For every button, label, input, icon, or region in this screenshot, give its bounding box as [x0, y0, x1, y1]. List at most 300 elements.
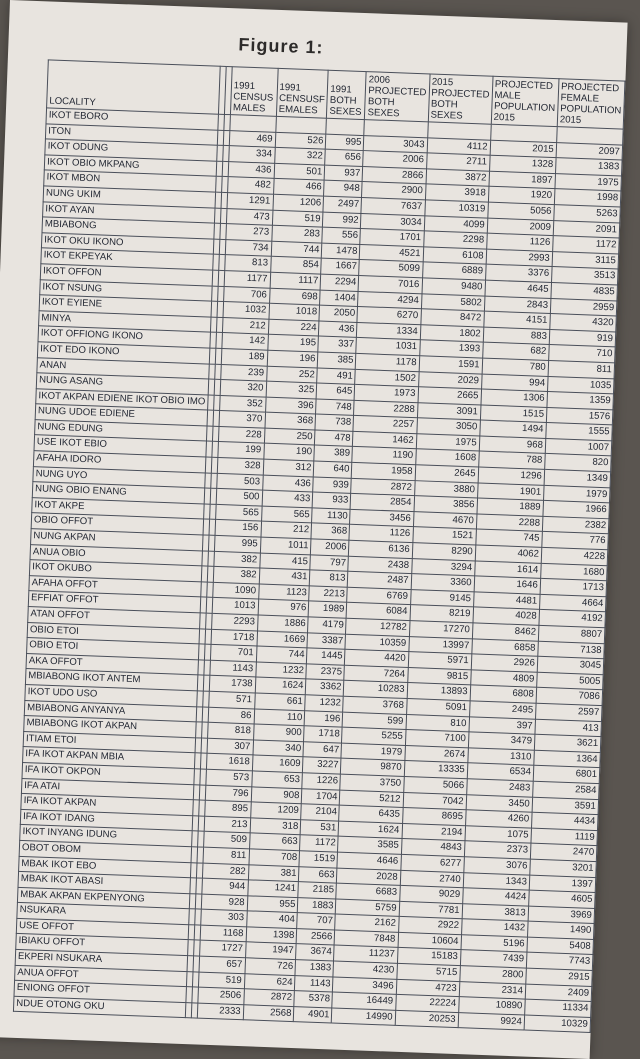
cell-1991-females: 1398: [246, 927, 297, 944]
cell-1991-both: 640: [314, 461, 353, 478]
cell-2006-both: 6769: [347, 587, 411, 605]
cell-1991-both: 1172: [300, 835, 339, 852]
cell-2015-both: 8219: [410, 605, 474, 623]
cell-locality: IBIAKU OFFOT: [16, 934, 188, 956]
cell-1991-females: 976: [258, 599, 309, 616]
cell-2006-both: 3496: [333, 977, 397, 995]
cell-locality: IKOT EYIENE: [39, 295, 211, 317]
cell-2015-both: 2740: [400, 870, 464, 888]
cell-1991-males: 156: [215, 520, 261, 537]
cell-2015-female: 3201: [530, 859, 597, 877]
cell-locality: ANUA OFFOT: [15, 965, 187, 987]
cell-1991-both: 992: [323, 212, 362, 229]
cell-2015-both: 9029: [399, 885, 463, 903]
cell-2015-both: 2665: [418, 387, 482, 405]
cell-1991-both: 645: [316, 383, 355, 400]
cell-2015-female: 1383: [555, 158, 622, 176]
cell-1991-both: 531: [300, 819, 339, 836]
cell-1991-females: 1123: [258, 584, 309, 601]
cell-2015-both: 1975: [416, 434, 480, 452]
cell-2015-female: 2959: [550, 298, 617, 316]
cell-2015-female: 4664: [539, 594, 606, 612]
cell-1991-males: 509: [203, 831, 249, 848]
cell-1991-females: 312: [263, 459, 314, 476]
cell-2015-female: 1359: [547, 392, 614, 410]
cell-locality: AFAHA IDORO: [33, 451, 205, 473]
cell-locality: IFA IKOT OKPON: [22, 762, 194, 784]
cell-locality: USE IKOT EBIO: [34, 435, 206, 457]
cell-2015-male: 1901: [477, 483, 544, 501]
cell-2015-both: 6108: [423, 247, 487, 265]
cell-1991-both: 368: [311, 523, 350, 540]
cell-locality: IKOT INYANG IDUNG: [20, 825, 192, 847]
cell-1991-females: 110: [254, 708, 305, 725]
cell-2015-male: 2993: [486, 249, 553, 267]
cell-1991-males: 1618: [206, 754, 252, 771]
cell-1991-males: 1738: [209, 676, 255, 693]
cell-1991-both: 1232: [305, 695, 344, 712]
cell-1991-both: 385: [318, 352, 357, 369]
cell-2006-both: 6136: [349, 540, 413, 558]
cell-2015-both: 15183: [397, 948, 461, 966]
cell-2015-both: 13335: [404, 761, 468, 779]
header-2015-female: PROJECTED FEMALE POPULATION 2015: [557, 79, 625, 129]
cell-locality: MBIABONG ANYANYA: [24, 700, 196, 722]
cell-1991-both: 337: [318, 336, 357, 353]
cell-1991-both: 813: [310, 570, 349, 587]
cell-1991-both: 1404: [320, 290, 359, 307]
header-1991-males: 1991 CENSUS MALES: [230, 67, 278, 117]
cell-1991-females: 1241: [247, 880, 298, 897]
cell-2015-both: 10604: [398, 932, 462, 950]
cell-2015-both: 2029: [418, 371, 482, 389]
cell-2006-both: 7848: [334, 930, 398, 948]
cell-2015-female: 3513: [551, 267, 618, 285]
cell-2015-male: 6858: [471, 638, 538, 656]
cell-1991-females: 1624: [255, 677, 306, 694]
cell-2015-male: 5196: [461, 935, 528, 953]
cell-1991-females: 854: [270, 257, 321, 274]
cell-1991-both: 491: [317, 368, 356, 385]
cell-1991-females: 368: [264, 412, 315, 429]
cell-1991-both: 196: [304, 710, 343, 727]
cell-1991-both: 2497: [323, 196, 362, 213]
cell-2015-both: 7100: [405, 730, 469, 748]
cell-2006-both: 6435: [339, 805, 403, 823]
cell-1991-males: 273: [226, 224, 272, 241]
cell-locality: AKA OFFOT: [26, 653, 198, 675]
cell-2015-both: 6277: [400, 854, 464, 872]
cell-2006-both: 1624: [338, 821, 402, 839]
cell-2015-both: 2645: [415, 465, 479, 483]
cell-1991-females: 624: [244, 973, 295, 990]
cell-2015-female: 2409: [525, 984, 592, 1002]
cell-1991-males: 303: [200, 909, 246, 926]
cell-1991-both: 656: [325, 149, 364, 166]
header-2015-male: PROJECTED MALE POPULATION 2015: [491, 76, 559, 126]
cell-2015-female: 2091: [553, 220, 620, 238]
cell-2015-female: 1713: [540, 579, 607, 597]
cell-1991-females: 565: [261, 506, 312, 523]
cell-2015-male: 1310: [467, 748, 534, 766]
cell-2006-both: 4230: [333, 961, 397, 979]
cell-2006-both: 1031: [356, 338, 420, 356]
cell-1991-females: 653: [251, 771, 302, 788]
cell-2015-female: 7743: [526, 953, 593, 971]
cell-1991-males: 189: [221, 348, 267, 365]
cell-2015-female: 1035: [547, 376, 614, 394]
cell-locality: NUNG AKPAN: [31, 529, 203, 551]
cell-2006-both: 16449: [332, 992, 396, 1010]
cell-2015-female: 1364: [534, 750, 601, 768]
cell-1991-both: 3227: [303, 757, 342, 774]
cell-locality: MBIABONG IKOT AKPAN: [24, 716, 196, 738]
cell-2015-male: 3450: [466, 794, 533, 812]
cell-locality: IKOT OFFIONG IKONO: [38, 326, 210, 348]
cell-1991-males: 469: [229, 130, 275, 147]
cell-2015-male: 3479: [468, 732, 535, 750]
cell-1991-females: [275, 116, 326, 133]
header-locality: LOCALITY: [47, 60, 221, 114]
cell-1991-females: 396: [265, 397, 316, 414]
cell-1991-males: 328: [217, 457, 263, 474]
cell-2015-female: 3969: [528, 906, 595, 924]
cell-2015-female: 1975: [555, 173, 622, 191]
cell-2015-male: 4645: [485, 280, 552, 298]
cell-2015-female: 5408: [527, 937, 594, 955]
cell-1991-males: 818: [207, 722, 253, 739]
cell-2015-female: 811: [548, 360, 615, 378]
cell-locality: NUNG UDOE EDIENE: [35, 404, 207, 426]
cell-1991-both: 2104: [301, 804, 340, 821]
cell-1991-females: 2568: [243, 1005, 294, 1022]
cell-locality: OBIO OFFOT: [31, 513, 203, 535]
cell-locality: MBAK IKOT ABASI: [18, 871, 190, 893]
cell-1991-both: 436: [319, 321, 358, 338]
cell-1991-both: 2375: [306, 664, 345, 681]
cell-2015-female: 10329: [524, 1015, 591, 1033]
cell-2006-both: 3034: [361, 213, 425, 231]
cell-2015-female: 7086: [536, 688, 603, 706]
cell-1991-males: 212: [222, 317, 268, 334]
cell-1991-males: 1090: [212, 582, 258, 599]
cell-2015-both: 3360: [411, 574, 475, 592]
cell-2015-female: 710: [548, 345, 615, 363]
cell-locality: NUNG OBIO ENANG: [32, 482, 204, 504]
cell-1991-both: 3387: [307, 632, 346, 649]
cell-1991-both: 797: [310, 555, 349, 572]
cell-2015-female: 5263: [554, 205, 621, 223]
cell-2015-both: 2922: [398, 917, 462, 935]
cell-2015-male: 6534: [467, 763, 534, 781]
cell-2015-female: 2915: [526, 968, 593, 986]
cell-2015-male: 5056: [487, 202, 554, 220]
cell-1991-both: 556: [322, 227, 361, 244]
cell-2006-both: 7264: [344, 665, 408, 683]
cell-2015-female: 4434: [531, 812, 598, 830]
cell-2006-both: 6270: [357, 307, 421, 325]
cell-1991-males: 1727: [199, 941, 245, 958]
cell-2006-both: 7016: [358, 275, 422, 293]
cell-locality: EFFIAT OFFOT: [28, 591, 200, 613]
cell-2015-male: 788: [478, 451, 545, 469]
cell-1991-females: 501: [274, 163, 325, 180]
cell-2006-both: 4646: [337, 852, 401, 870]
cell-1991-males: 796: [205, 785, 251, 802]
cell-2015-female: 1966: [543, 501, 610, 519]
cell-1991-both: 2006: [311, 539, 350, 556]
cell-2015-male: 2015: [490, 140, 557, 158]
cell-1991-males: 1177: [224, 270, 270, 287]
cell-1991-females: 1947: [245, 942, 296, 959]
cell-2015-male: 2843: [484, 296, 551, 314]
cell-2006-both: 1178: [356, 353, 420, 371]
cell-2015-male: 4809: [470, 670, 537, 688]
cell-2015-female: 919: [549, 329, 616, 347]
header-2015-both: 2015 PROJECTED BOTH SEXES: [428, 74, 493, 124]
cell-2006-both: 2854: [350, 494, 414, 512]
figure-title: Figure 1:: [238, 34, 324, 58]
cell-2015-female: 1119: [531, 828, 598, 846]
cell-1991-both: 1718: [304, 726, 343, 743]
cell-locality: IKOT AKPE: [32, 497, 204, 519]
cell-locality: ENIONG OFFOT: [14, 981, 186, 1003]
header-1991-both: 1991 BOTH SEXES: [327, 70, 367, 119]
cell-2015-male: 968: [479, 436, 546, 454]
cell-1991-males: 1032: [223, 302, 269, 319]
cell-locality: IKOT EKPEYAK: [41, 248, 213, 270]
cell-2006-both: 4521: [360, 244, 424, 262]
cell-2006-both: 3456: [350, 509, 414, 527]
cell-2015-male: 4028: [473, 607, 540, 625]
cell-locality: MINYA: [39, 310, 211, 332]
cell-1991-both: 3362: [306, 679, 345, 696]
cell-locality: MBIABONG: [42, 217, 214, 239]
cell-2015-female: 1490: [527, 921, 594, 939]
cell-locality: IFA IKOT AKPAN MBIA: [23, 747, 195, 769]
cell-1991-both: 1883: [298, 897, 337, 914]
cell-2015-male: 1126: [486, 233, 553, 251]
cell-2015-both: 9815: [407, 667, 471, 685]
cell-1991-males: 1013: [212, 598, 258, 615]
cell-locality: IKOT EBORO: [46, 108, 218, 130]
cell-locality: EKPERI NSUKARA: [15, 949, 187, 971]
cell-2006-both: 4420: [345, 649, 409, 667]
cell-1991-males: 573: [206, 769, 252, 786]
cell-2015-both: 3091: [417, 402, 481, 420]
cell-1991-both: 2050: [319, 305, 358, 322]
cell-1991-both: 1478: [322, 243, 361, 260]
cell-locality: OBOT OBOM: [19, 840, 191, 862]
cell-2015-female: 413: [535, 719, 602, 737]
cell-2006-both: 10283: [344, 681, 408, 699]
cell-1991-females: 744: [271, 241, 322, 258]
cell-2015-both: 3918: [425, 184, 489, 202]
cell-1991-both: 939: [313, 477, 352, 494]
cell-2006-both: 1973: [354, 384, 418, 402]
cell-locality: NUNG ASANG: [36, 373, 208, 395]
cell-2015-both: 5066: [403, 776, 467, 794]
cell-2015-male: 1343: [463, 872, 530, 890]
cell-1991-females: 2872: [243, 989, 294, 1006]
cell-2015-male: 4151: [483, 311, 550, 329]
cell-2015-both: 4099: [424, 215, 488, 233]
cell-locality: IFA IKOT AKPAN: [21, 794, 193, 816]
cell-2006-both: 10359: [345, 634, 409, 652]
cell-1991-females: 431: [259, 568, 310, 585]
cell-2015-male: 2373: [464, 841, 531, 859]
cell-2015-female: 3115: [552, 251, 619, 269]
cell-1991-both: 3674: [296, 944, 335, 961]
cell-2015-male: 1897: [489, 171, 556, 189]
cell-1991-females: 708: [248, 849, 299, 866]
cell-2015-female: 4835: [551, 282, 618, 300]
cell-1991-males: 503: [216, 473, 262, 490]
cell-locality: OBIO ETOI: [27, 622, 199, 644]
cell-2015-male: 780: [482, 358, 549, 376]
cell-1991-both: 1226: [302, 773, 341, 790]
cell-1991-males: 352: [219, 395, 265, 412]
cell-2015-both: 8472: [420, 309, 484, 327]
cell-1991-females: 955: [247, 895, 298, 912]
cell-locality: AFAHA OFFOT: [29, 575, 201, 597]
cell-2015-female: 1576: [546, 407, 613, 425]
cell-2015-female: 6801: [533, 766, 600, 784]
cell-2006-both: 11237: [334, 945, 398, 963]
cell-2006-both: 14990: [332, 1008, 396, 1026]
cell-1991-both: 1445: [307, 648, 346, 665]
cell-1991-females: 1011: [260, 537, 311, 554]
cell-locality: ANAN: [37, 357, 209, 379]
cell-1991-both: 995: [326, 134, 365, 151]
cell-1991-females: 519: [272, 210, 323, 227]
cell-1991-females: 908: [251, 786, 302, 803]
cell-2015-both: 4843: [401, 839, 465, 857]
cell-1991-females: 190: [263, 444, 314, 461]
cell-1991-males: 701: [210, 644, 256, 661]
cell-1991-males: 657: [199, 956, 245, 973]
cell-1991-males: 571: [208, 691, 254, 708]
cell-2015-female: 1555: [546, 423, 613, 441]
cell-1991-males: 1168: [200, 925, 246, 942]
cell-1991-both: 2213: [309, 586, 348, 603]
cell-locality: IFA ATAI: [21, 778, 193, 800]
cell-2015-female: 1007: [545, 438, 612, 456]
cell-2006-both: 2288: [354, 400, 418, 418]
cell-1991-males: 2293: [211, 613, 257, 630]
cell-2015-both: 8290: [412, 543, 476, 561]
cell-1991-males: 382: [213, 567, 259, 584]
cell-1991-males: 2506: [198, 987, 244, 1004]
cell-1991-females: 212: [260, 521, 311, 538]
cell-locality: IKOT UDO USO: [25, 684, 197, 706]
cell-2015-both: 17270: [409, 621, 473, 639]
cell-locality: NUNG UKIM: [43, 186, 215, 208]
cell-1991-both: 1989: [308, 601, 347, 618]
cell-1991-males: 1143: [210, 660, 256, 677]
cell-2015-male: 2800: [459, 966, 526, 984]
cell-locality: ITIAM ETOI: [23, 731, 195, 753]
cell-2015-male: 1920: [488, 187, 555, 205]
cell-1991-females: 415: [259, 553, 310, 570]
cell-2006-both: 4294: [358, 291, 422, 309]
cell-2015-both: 1591: [419, 356, 483, 374]
cell-1991-males: 928: [201, 894, 247, 911]
cell-1991-females: 325: [266, 381, 317, 398]
cell-2015-both: 3050: [416, 418, 480, 436]
cell-2015-female: 3591: [532, 797, 599, 815]
cell-2006-both: 2028: [337, 868, 401, 886]
cell-1991-males: 706: [223, 286, 269, 303]
cell-1991-both: 1667: [321, 258, 360, 275]
cell-2015-male: 2495: [469, 701, 536, 719]
cell-1991-females: 252: [266, 366, 317, 383]
cell-1991-females: 1669: [256, 631, 307, 648]
cell-1991-females: 1117: [270, 272, 321, 289]
cell-locality: NDUE OTONG OKU: [13, 996, 185, 1018]
cell-1991-both: 937: [324, 165, 363, 182]
cell-1991-both: 933: [312, 492, 351, 509]
cell-2006-both: 3750: [340, 774, 404, 792]
cell-2015-both: 7042: [403, 792, 467, 810]
cell-2015-female: 1998: [554, 189, 621, 207]
cell-locality: IKOT AYAN: [43, 201, 215, 223]
cell-1991-males: 334: [228, 146, 274, 163]
cell-1991-males: 213: [204, 816, 250, 833]
cell-1991-both: 1143: [295, 975, 334, 992]
cell-1991-females: 900: [253, 724, 304, 741]
cell-2015-female: 820: [544, 454, 611, 472]
cell-locality: MBAK IKOT EBO: [19, 856, 191, 878]
cell-2015-female: 2382: [542, 516, 609, 534]
table-body: [13, 108, 623, 1033]
cell-1991-females: 283: [271, 225, 322, 242]
cell-1991-males: 282: [202, 863, 248, 880]
cell-locality: ITON: [45, 123, 217, 145]
cell-1991-females: 526: [275, 132, 326, 149]
cell-1991-males: 482: [227, 177, 273, 194]
cell-2006-both: 2866: [362, 166, 426, 184]
cell-1991-females: 698: [269, 288, 320, 305]
cell-locality: IKOT MBON: [44, 170, 216, 192]
cell-2015-male: 994: [481, 374, 548, 392]
cell-2006-both: 1190: [352, 447, 416, 465]
cell-locality: IKOT OKU IKONO: [41, 233, 213, 255]
cell-2015-both: 6889: [422, 262, 486, 280]
cell-2015-female: 3045: [537, 656, 604, 674]
cell-2015-female: 1172: [552, 236, 619, 254]
cell-2006-both: 3585: [338, 836, 402, 854]
cell-2006-both: 7637: [361, 197, 425, 215]
cell-2015-female: 2097: [556, 142, 623, 160]
cell-2015-female: 11334: [525, 999, 592, 1017]
cell-1991-males: 811: [203, 847, 249, 864]
cell-1991-males: 86: [208, 707, 254, 724]
cell-1991-females: 224: [268, 319, 319, 336]
cell-2015-both: 3856: [414, 496, 478, 514]
cell-1991-both: 478: [315, 430, 354, 447]
cell-2006-both: 3768: [343, 696, 407, 714]
cell-2015-male: 2926: [471, 654, 538, 672]
cell-1991-males: 944: [202, 878, 248, 895]
cell-locality: IKOT AKPAN EDIENE IKOT OBIO IMO: [36, 388, 208, 410]
cell-1991-both: 1130: [312, 508, 351, 525]
cell-1991-both: 2566: [296, 929, 335, 946]
cell-2015-both: 3872: [426, 169, 490, 187]
cell-1991-females: 195: [267, 334, 318, 351]
cell-1991-males: 228: [218, 426, 264, 443]
cell-1991-females: 1206: [272, 194, 323, 211]
